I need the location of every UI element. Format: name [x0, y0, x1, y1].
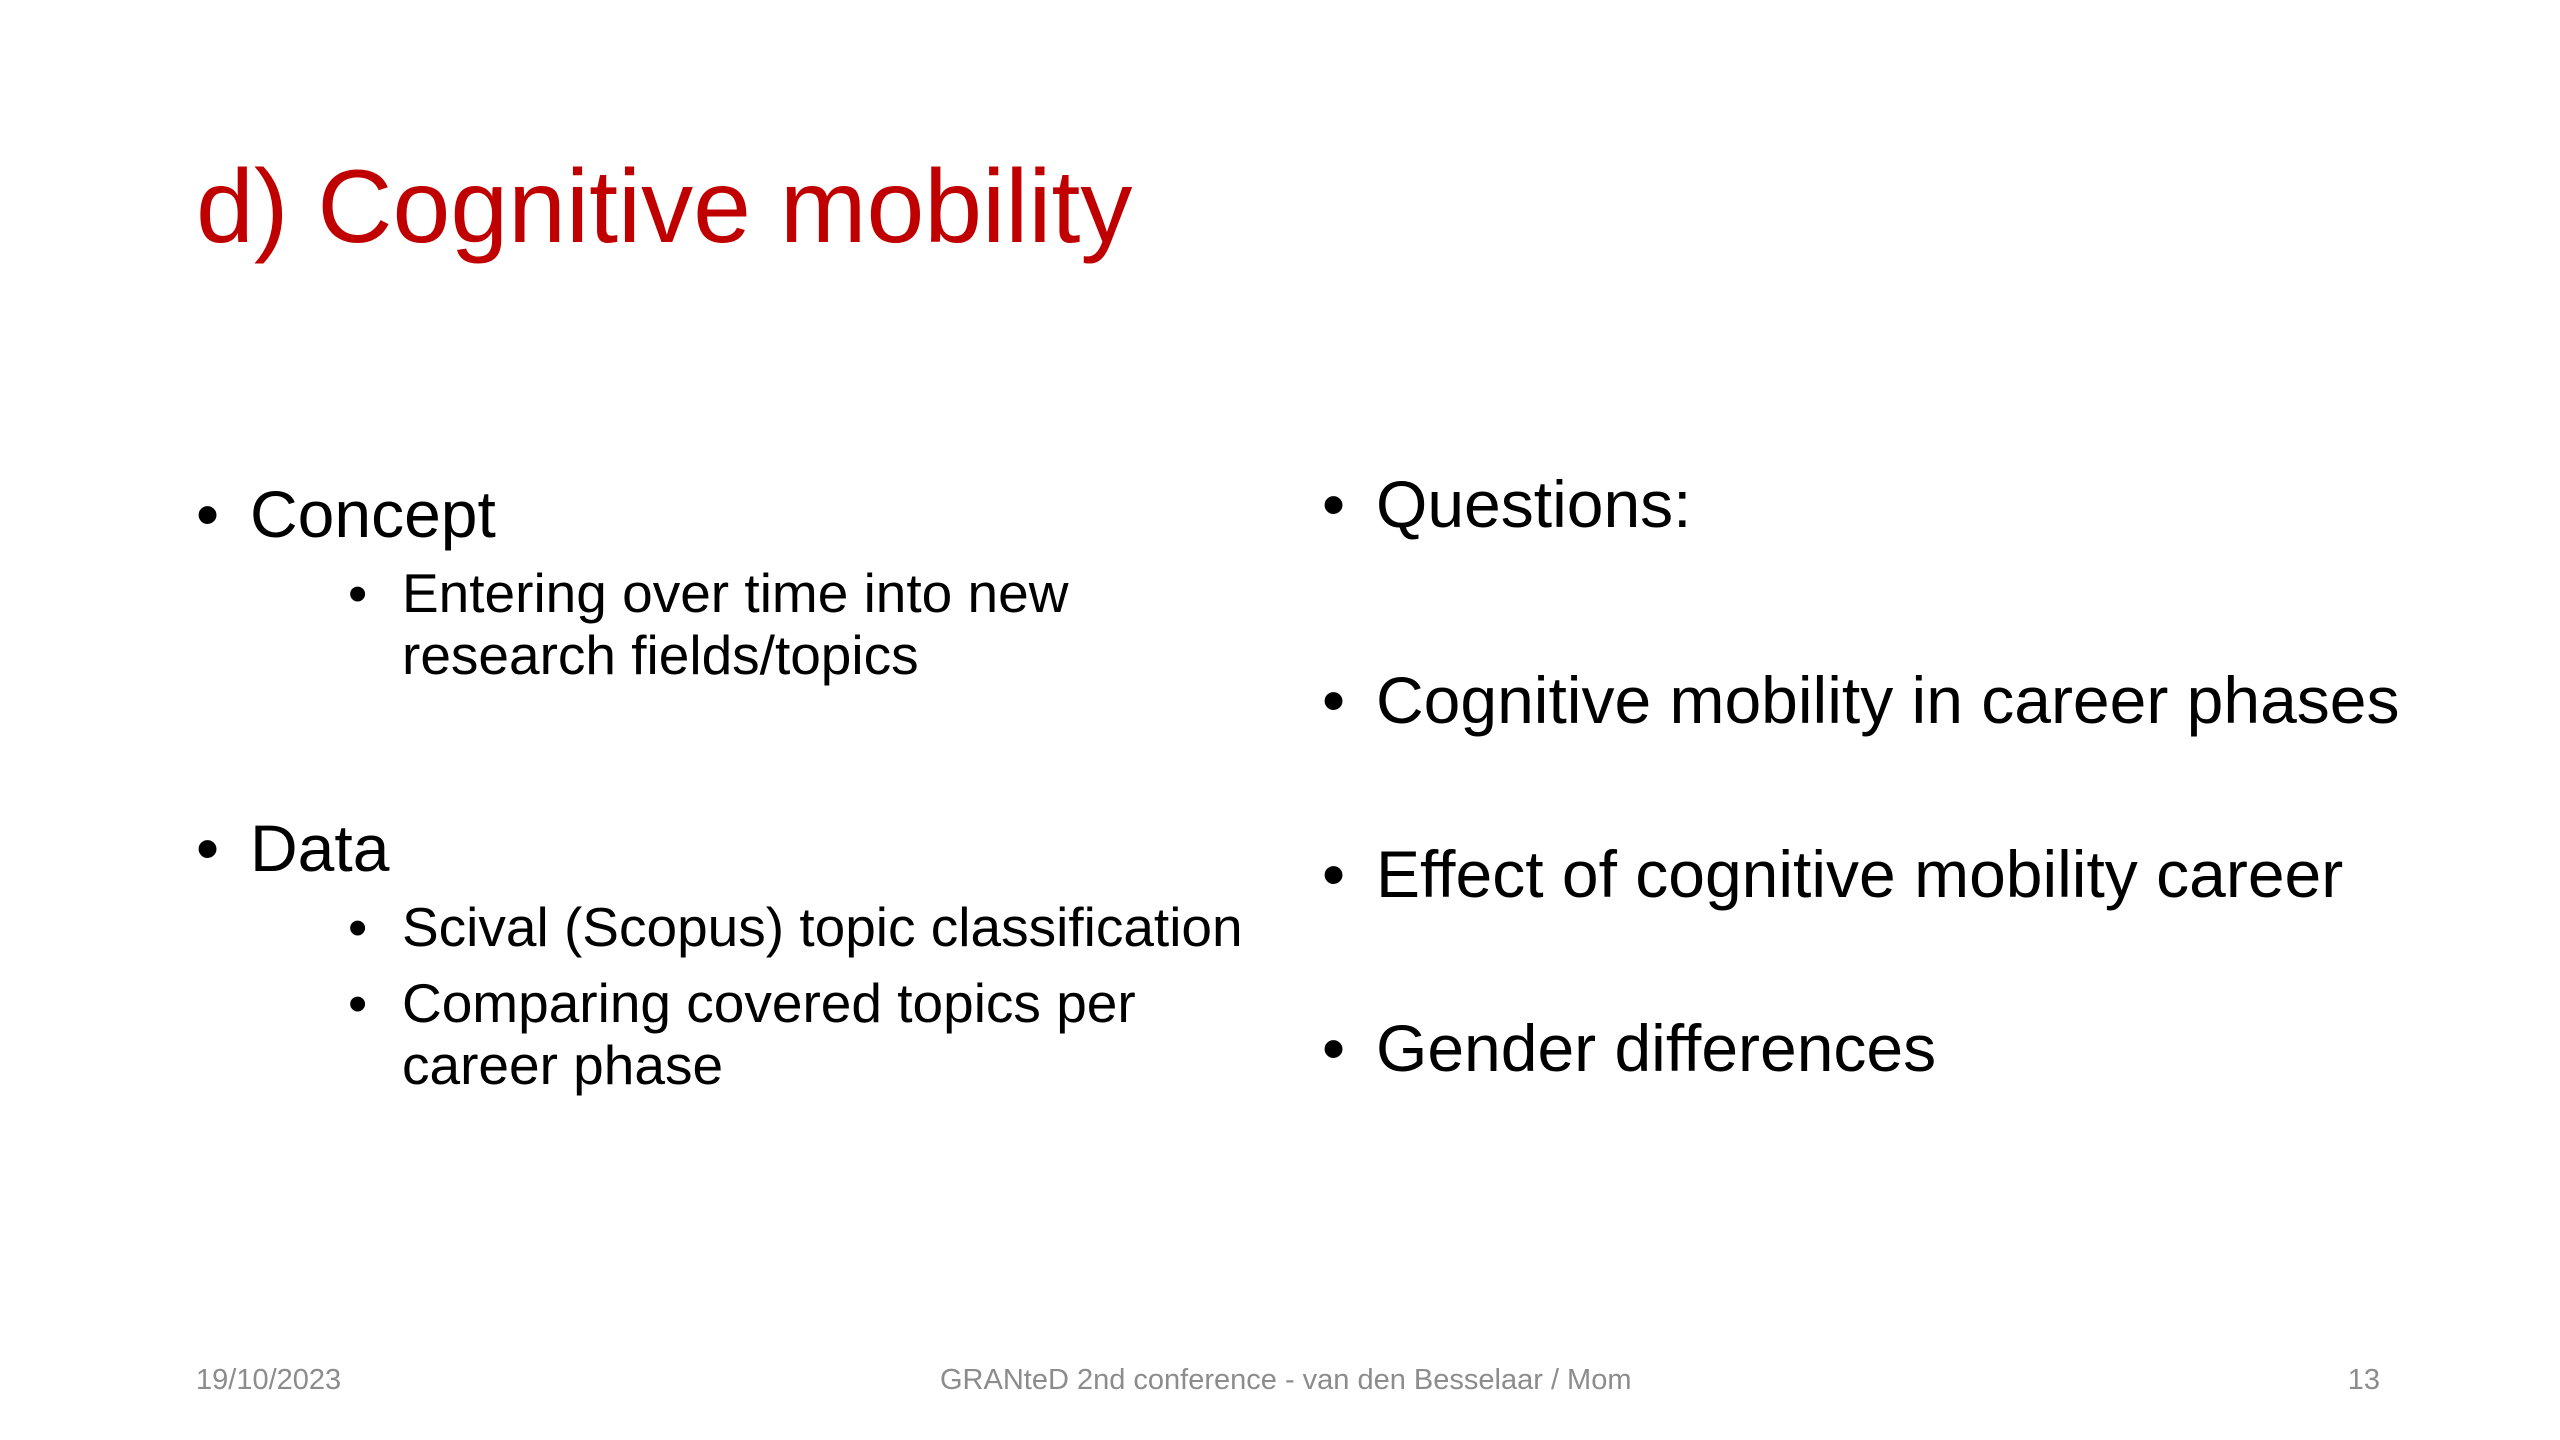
subbullet-text: Scival (Scopus) topic classification — [402, 896, 1243, 958]
page-number: 13 — [2347, 1364, 2380, 1396]
footer-text: GRANteD 2nd conference - van den Besselaar / Mom — [940, 1364, 1632, 1396]
subbullet-text: Entering over time into new research fields/topics — [402, 562, 1069, 686]
bullet-data — [196, 812, 1256, 1096]
concept-subitems — [250, 562, 1256, 686]
bullet-label: Data — [250, 811, 390, 885]
bullet-label: Effect of cognitive mobility career — [1376, 837, 2344, 911]
subbullet-text: Comparing covered topics per career phase — [402, 972, 1136, 1096]
bullet-dot-icon: • — [196, 477, 220, 551]
bullet-concept — [196, 478, 1256, 686]
data-subitems — [250, 896, 1256, 1096]
bullet-dot-icon: • — [348, 562, 368, 624]
subbullet-scival — [348, 896, 1256, 958]
right-column — [1322, 468, 2422, 1084]
bullet-career-phases — [1322, 664, 2422, 736]
bullet-label: Gender differences — [1376, 1011, 1937, 1085]
bullet-dot-icon: • — [348, 972, 368, 1034]
footer-date: 19/10/2023 — [196, 1364, 342, 1396]
bullet-label: Questions: — [1376, 467, 1692, 541]
subbullet-comparing — [348, 972, 1256, 1096]
bullet-questions — [1322, 468, 2422, 540]
bullet-dot-icon: • — [1322, 467, 1346, 541]
bullet-dot-icon: • — [196, 811, 220, 885]
bullet-dot-icon: • — [348, 896, 368, 958]
bullet-effect — [1322, 838, 2422, 910]
bullet-label: Concept — [250, 477, 496, 551]
bullet-gender — [1322, 1012, 2422, 1084]
bullet-dot-icon: • — [1322, 1011, 1346, 1085]
slide-title: d) Cognitive mobility — [196, 149, 1133, 265]
bullet-dot-icon: • — [1322, 837, 1346, 911]
bullet-dot-icon: • — [1322, 663, 1346, 737]
left-column — [196, 478, 1256, 1096]
subbullet-entering — [348, 562, 1256, 686]
bullet-label: Cognitive mobility in career phases — [1376, 663, 2400, 737]
